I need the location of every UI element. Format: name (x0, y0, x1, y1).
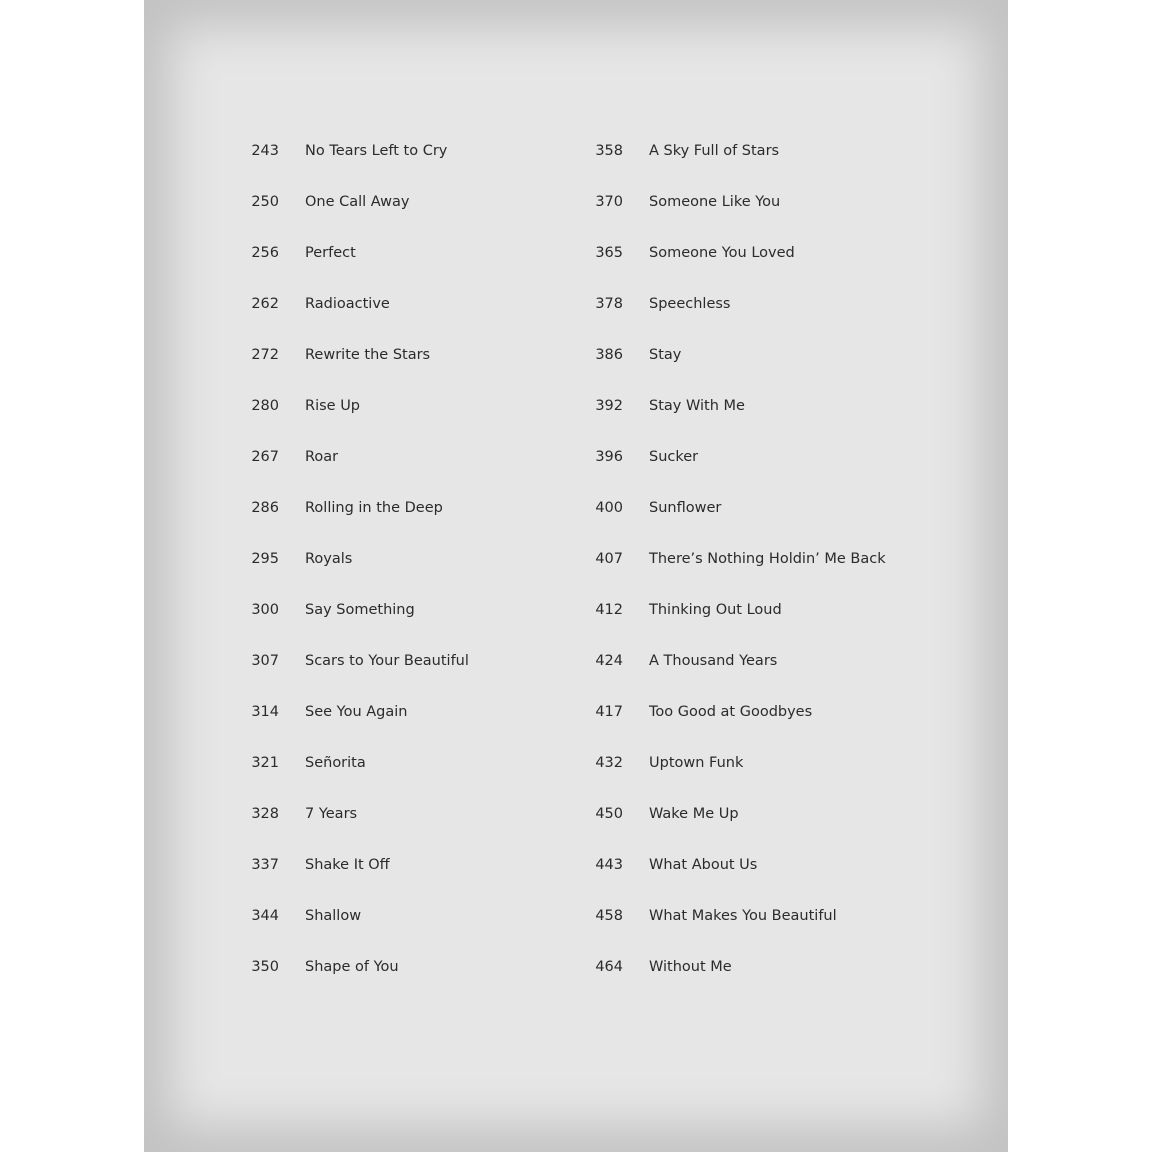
song-title: Rewrite the Stars (305, 346, 431, 363)
song-title: Without Me (649, 958, 732, 975)
list-item (224, 533, 604, 584)
list-item (224, 890, 604, 941)
contents-column-right (568, 125, 948, 992)
list-item (224, 686, 604, 737)
list-item (568, 635, 948, 686)
page-number: 262 (251, 295, 279, 312)
page-number: 396 (595, 448, 623, 465)
page-number: 432 (595, 754, 623, 771)
list-item (568, 533, 948, 584)
song-title: Say Something (305, 601, 415, 618)
page-number: 337 (251, 856, 279, 873)
page-number: 350 (251, 958, 279, 975)
song-title: Stay With Me (649, 397, 745, 414)
song-title: Roar (305, 448, 339, 465)
list-item (568, 890, 948, 941)
list-item (568, 329, 948, 380)
list-item (224, 329, 604, 380)
list-item (568, 125, 948, 176)
song-title: There’s Nothing Holdin’ Me Back (649, 550, 886, 567)
song-title: Wake Me Up (649, 805, 739, 822)
song-title: Señorita (305, 754, 366, 771)
list-item (224, 380, 604, 431)
page-number: 344 (251, 907, 279, 924)
page-number: 295 (251, 550, 279, 567)
page-number: 407 (595, 550, 623, 567)
page-number: 280 (251, 397, 279, 414)
song-title: What About Us (649, 856, 758, 873)
page-number: 314 (251, 703, 279, 720)
song-title: Shape of You (305, 958, 399, 975)
song-title: Perfect (305, 244, 356, 261)
song-title: 7 Years (305, 805, 358, 822)
page-number: 300 (251, 601, 279, 618)
page-number: 328 (251, 805, 279, 822)
list-item (568, 839, 948, 890)
page-number: 378 (595, 295, 623, 312)
song-title: Scars to Your Beautiful (305, 652, 469, 669)
page-number: 365 (595, 244, 623, 261)
song-title: Someone Like You (649, 193, 781, 210)
page-number: 272 (251, 346, 279, 363)
contents-page (144, 0, 1008, 1152)
list-item (224, 839, 604, 890)
song-title: Sucker (649, 448, 699, 465)
song-title: See You Again (305, 703, 408, 720)
page-number: 464 (595, 958, 623, 975)
page-number: 358 (595, 142, 623, 159)
list-item (568, 737, 948, 788)
contents-column-left (224, 125, 604, 992)
song-title: Too Good at Goodbyes (649, 703, 813, 720)
song-title: Thinking Out Loud (649, 601, 782, 618)
list-item (224, 737, 604, 788)
list-item (568, 380, 948, 431)
list-item (224, 278, 604, 329)
song-title: Rolling in the Deep (305, 499, 443, 516)
list-item (568, 278, 948, 329)
page-number: 400 (595, 499, 623, 516)
list-item (224, 584, 604, 635)
list-item (224, 227, 604, 278)
song-title: What Makes You Beautiful (649, 907, 837, 924)
list-item (568, 941, 948, 992)
list-item (224, 176, 604, 227)
song-title: Rise Up (305, 397, 361, 414)
page-number: 417 (595, 703, 623, 720)
list-item (224, 125, 604, 176)
list-item (224, 635, 604, 686)
list-item (224, 431, 604, 482)
page-number: 370 (595, 193, 623, 210)
list-item (568, 686, 948, 737)
list-item (568, 482, 948, 533)
page-number: 424 (595, 652, 623, 669)
page-number: 321 (251, 754, 279, 771)
song-title: One Call Away (305, 193, 410, 210)
song-title: A Sky Full of Stars (649, 142, 780, 159)
page-number: 443 (595, 856, 623, 873)
page-number: 250 (251, 193, 279, 210)
song-title: No Tears Left to Cry (305, 142, 448, 159)
song-title: Radioactive (305, 295, 390, 312)
page-number: 392 (595, 397, 623, 414)
song-title: Uptown Funk (649, 754, 744, 771)
list-item (224, 482, 604, 533)
list-item (568, 431, 948, 482)
page-number: 458 (595, 907, 623, 924)
song-title: Shallow (305, 907, 362, 924)
song-title: Someone You Loved (649, 244, 795, 261)
song-title: Shake It Off (305, 856, 390, 873)
list-item (568, 584, 948, 635)
page-number: 243 (251, 142, 279, 159)
song-title: A Thousand Years (649, 652, 778, 669)
song-title: Stay (649, 346, 682, 363)
page-number: 412 (595, 601, 623, 618)
list-item (568, 227, 948, 278)
list-item (224, 788, 604, 839)
page-number: 450 (595, 805, 623, 822)
page-number: 307 (251, 652, 279, 669)
song-title: Royals (305, 550, 353, 567)
song-title: Speechless (649, 295, 731, 312)
list-item (568, 176, 948, 227)
page-number: 286 (251, 499, 279, 516)
list-item (224, 941, 604, 992)
page-number: 386 (595, 346, 623, 363)
list-item (568, 788, 948, 839)
page-number: 256 (251, 244, 279, 261)
song-title: Sunflower (649, 499, 722, 516)
page-number: 267 (251, 448, 279, 465)
